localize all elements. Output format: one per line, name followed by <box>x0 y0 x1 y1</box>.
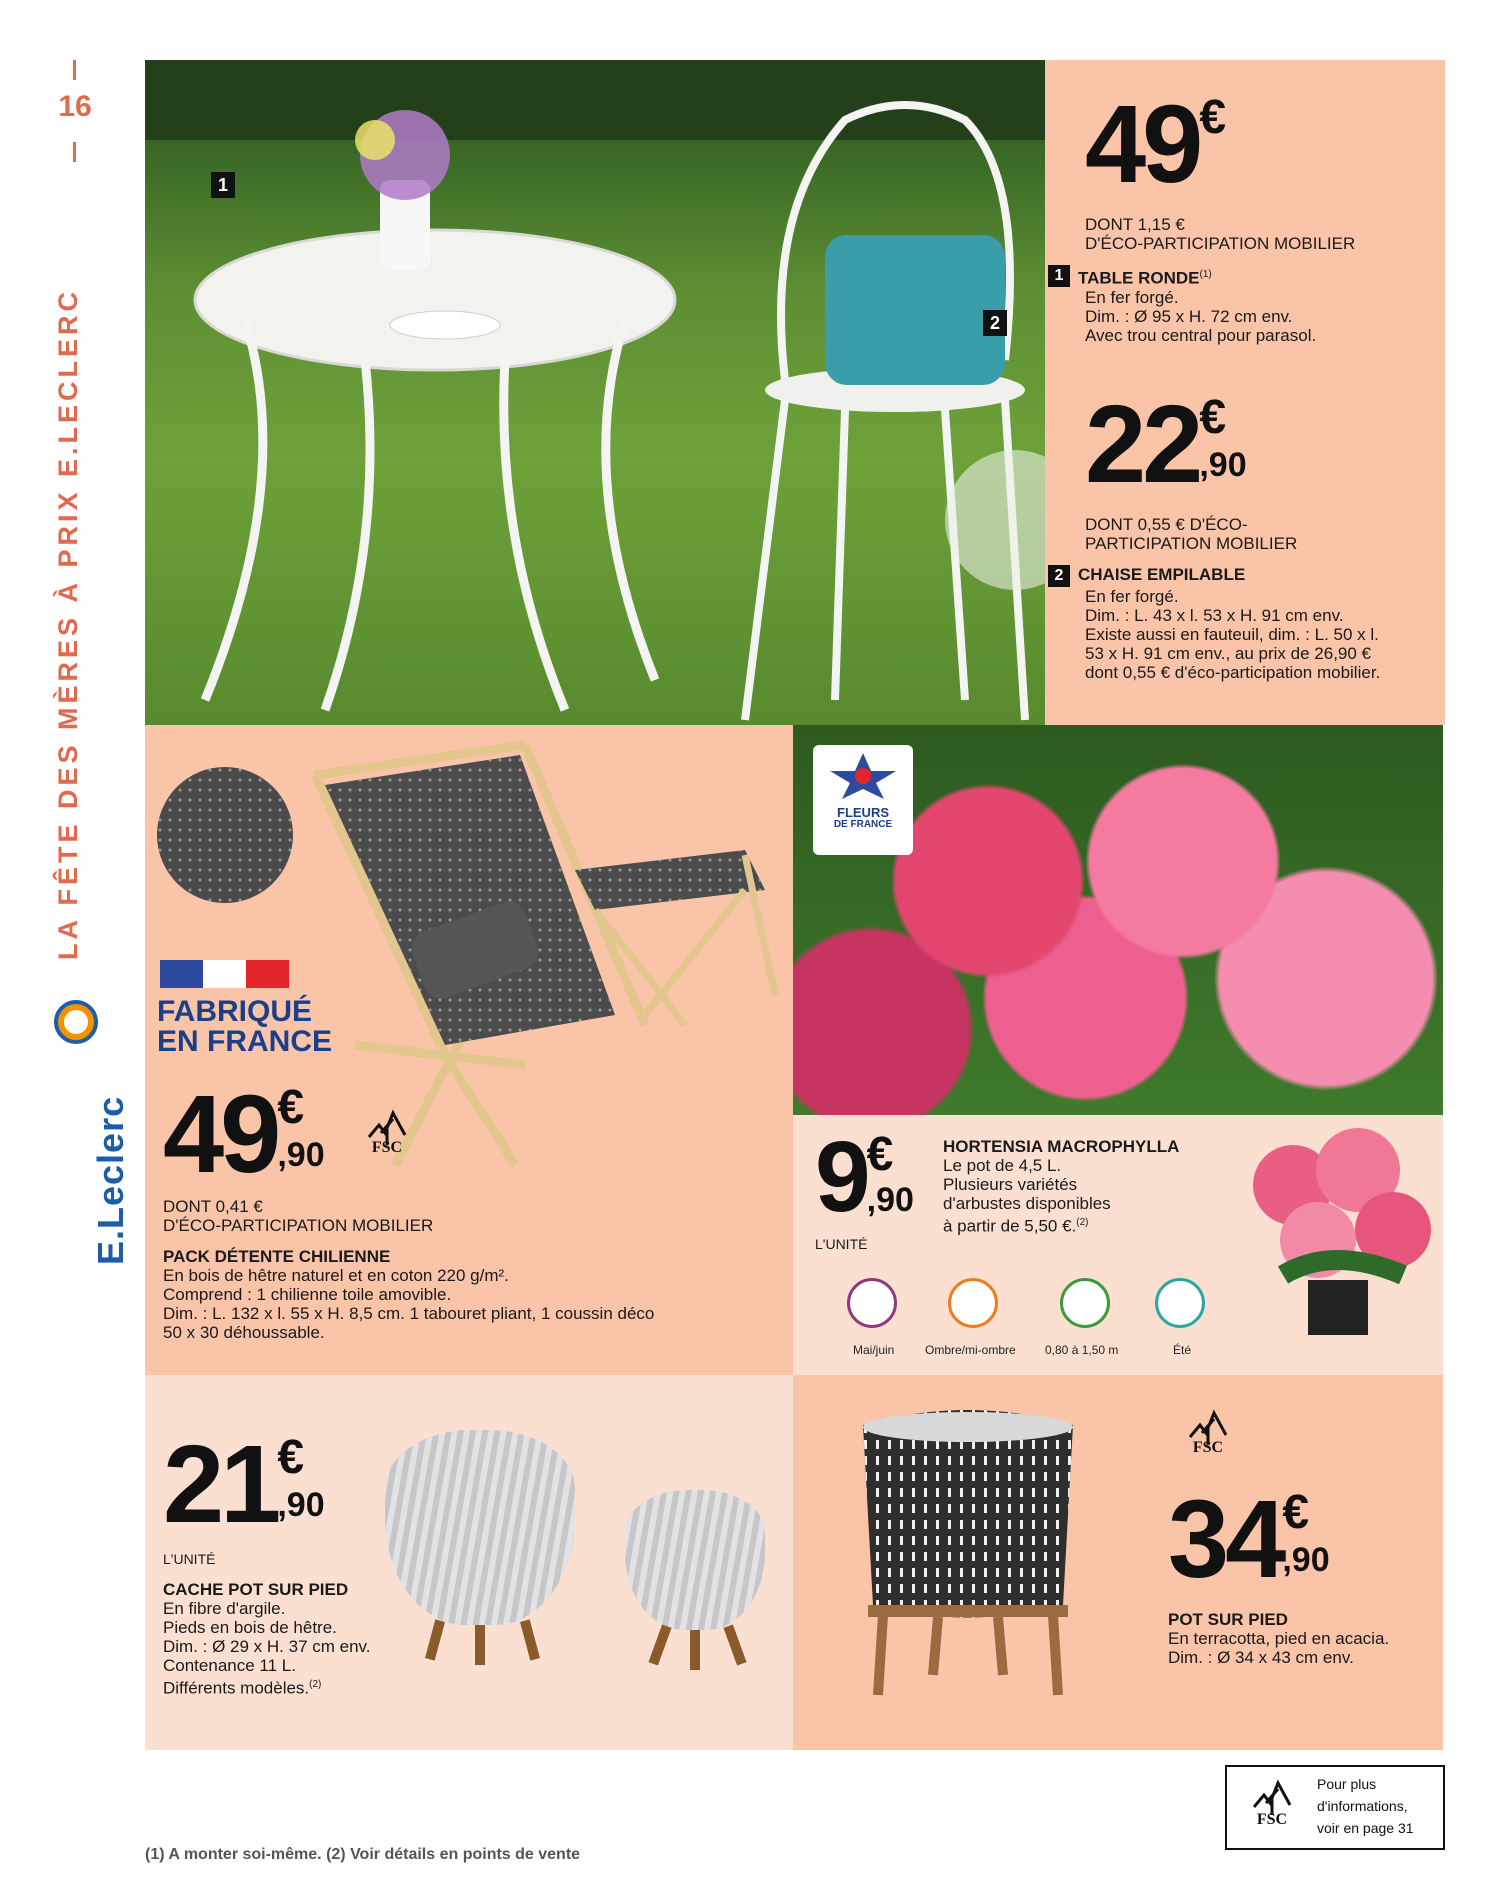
price-unit: L'UNITÉ <box>815 1236 868 1252</box>
table-eco <box>1085 215 1355 253</box>
chair-desc <box>1045 565 1440 682</box>
desc-line: En fer forgé. <box>1085 287 1179 307</box>
leclerc-logo-icon <box>54 1000 98 1044</box>
product-title: PACK DÉTENTE CHILIENNE <box>163 1247 391 1266</box>
care-label: Mai/juin <box>853 1343 895 1357</box>
price-currency: € <box>277 1081 305 1134</box>
price-currency: € <box>866 1128 894 1181</box>
cachepot-price <box>163 1423 325 1546</box>
desc-line: Existe aussi en fauteuil, dim. : L. 50 x l. <box>1085 625 1379 644</box>
plant-height-icon <box>1060 1278 1110 1328</box>
pot-leg <box>648 1624 671 1665</box>
made-in-france <box>157 997 332 1057</box>
price-cents: ,90 <box>277 1486 325 1524</box>
product-title: CHAISE EMPILABLE <box>1078 565 1246 584</box>
product-badge-2: 2 <box>983 310 1007 336</box>
desc-line: d'arbustes disponibles <box>943 1194 1111 1213</box>
price-integer: 22 <box>1085 383 1200 506</box>
desc-line: Dim. : Ø 29 x H. 37 cm env. <box>163 1637 371 1656</box>
info-line: d'informations, <box>1317 1798 1408 1814</box>
chair-price <box>1085 383 1247 506</box>
desc-line: Avec trou central pour parasol. <box>1085 325 1317 345</box>
fsc-label: FSC <box>1192 1439 1224 1456</box>
sun-shade-icon <box>948 1278 998 1328</box>
leclerc-logo-text: E.Leclerc <box>90 1095 131 1265</box>
fleurs-de-france-label <box>813 745 913 855</box>
eco-line: DONT 0,41 € <box>163 1197 263 1216</box>
pot-leg <box>425 1619 445 1660</box>
hortensia-pot-illustration <box>1223 1115 1443 1345</box>
potpied-illustration <box>848 1405 1088 1705</box>
product-title: HORTENSIA MACROPHYLLA <box>943 1137 1180 1156</box>
hortensia-price <box>815 1121 914 1233</box>
potpied-desc <box>1168 1610 1428 1667</box>
product-title: CACHE POT SUR PIED <box>163 1580 349 1599</box>
made-in-line: FABRIQUÉ <box>157 995 313 1028</box>
price-cents: ,90 <box>866 1181 914 1219</box>
desc-line: Le pot de 4,5 L. <box>943 1156 1062 1175</box>
desc-line: Dim. : Ø 95 x H. 72 cm env. <box>1085 306 1293 326</box>
footnote-ref: (1) <box>1199 269 1212 280</box>
price-integer: 49 <box>163 1073 278 1196</box>
eco-line: D'ÉCO-PARTICIPATION MOBILIER <box>1085 234 1356 253</box>
desc-line: dont 0,55 € d'éco-participation mobilier. <box>1085 663 1381 682</box>
table-price <box>1085 83 1227 206</box>
price-cents: ,90 <box>1282 1541 1330 1579</box>
divider <box>73 60 76 80</box>
fsc-info-box <box>1225 1765 1445 1850</box>
chilienne-desc <box>163 1247 783 1342</box>
product-badge-1: 1 <box>1048 265 1070 287</box>
price-integer: 34 <box>1168 1478 1283 1601</box>
eco-line: DONT 0,55 € D'ÉCO- <box>1085 515 1248 534</box>
pot-leg <box>723 1624 746 1665</box>
fsc-info-text <box>1317 1773 1414 1839</box>
chilienne-panel <box>145 725 793 1375</box>
pot-leg <box>475 1625 485 1665</box>
furniture-illustration <box>145 60 1045 725</box>
price-integer: 9 <box>815 1121 867 1233</box>
price-integer: 49 <box>1085 83 1200 206</box>
desc-line: Contenance 11 L. <box>163 1656 296 1675</box>
table-desc <box>1045 265 1435 345</box>
page-number: 16 <box>58 90 92 123</box>
pot-leg <box>520 1619 540 1660</box>
hydrangea-photo <box>793 725 1443 1115</box>
eco-line: DONT 1,15 € <box>1085 215 1185 234</box>
cachepot-small <box>625 1490 765 1630</box>
divider <box>73 142 76 162</box>
calendar-icon <box>847 1278 897 1328</box>
desc-line: Pieds en bois de hêtre. <box>163 1618 337 1637</box>
care-label: Été <box>1173 1343 1192 1357</box>
fsc-logo <box>1237 1775 1307 1829</box>
info-line: Pour plus <box>1317 1776 1377 1792</box>
cachepot-desc <box>163 1580 423 1698</box>
hortensia-desc <box>943 1137 1203 1236</box>
desc-line: En fer forgé. <box>1085 587 1179 606</box>
footnote-ref: (2) <box>309 1679 322 1690</box>
eco-line: D'ÉCO-PARTICIPATION MOBILIER <box>163 1216 434 1235</box>
price-integer: 21 <box>163 1423 278 1546</box>
potpied-price <box>1168 1478 1330 1601</box>
desc-line: Plusieurs variétés <box>943 1175 1078 1194</box>
label-line: DE FRANCE <box>833 819 893 830</box>
desc-line: à partir de 5,50 €. <box>943 1216 1077 1236</box>
cachepot-large <box>385 1430 575 1625</box>
care-label: Ombre/mi-ombre <box>925 1343 1016 1357</box>
product-title: POT SUR PIED <box>1168 1610 1288 1629</box>
desc-line: En bois de hêtre naturel et en coton 220 g/m². <box>163 1266 509 1285</box>
product-badge-2: 2 <box>1048 565 1070 587</box>
fsc-label: FSC <box>371 1139 403 1156</box>
desc-line: 50 x 30 déhoussable. <box>163 1323 325 1342</box>
price-currency: € <box>277 1431 305 1484</box>
footnote: (1) A monter soi-même. (2) Voir détails en points de vente <box>145 1846 581 1863</box>
desc-line: 53 x H. 91 cm env., au prix de 26,90 € <box>1085 644 1372 663</box>
table-chair-panel <box>1045 60 1445 725</box>
chilienne-eco <box>163 1197 433 1235</box>
hortensia-panel <box>793 1115 1443 1375</box>
pot-leg <box>690 1630 700 1670</box>
desc-line: En terracotta, pied en acacia. <box>1168 1629 1390 1648</box>
desc-line: Comprend : 1 chilienne toile amovible. <box>163 1285 452 1304</box>
care-label: 0,80 à 1,50 m <box>1045 1343 1119 1357</box>
side-banner <box>40 60 131 1265</box>
desc-line: En fibre d'argile. <box>163 1599 286 1618</box>
price-currency: € <box>1199 391 1227 444</box>
info-line: voir en page 31 <box>1317 1820 1414 1836</box>
made-in-line: EN FRANCE <box>157 1025 333 1058</box>
flower-star-icon <box>828 751 898 801</box>
eco-line: PARTICIPATION MOBILIER <box>1085 534 1298 553</box>
potpied-panel <box>793 1375 1443 1750</box>
garden-furniture-photo <box>145 60 1045 725</box>
desc-line: Dim. : Ø 34 x 43 cm env. <box>1168 1648 1354 1667</box>
season-flower-icon <box>1155 1278 1205 1328</box>
fsc-logo <box>357 1105 417 1157</box>
banner-title: LA FÊTE DES MÈRES À PRIX E.LECLERC <box>53 287 83 960</box>
chair-eco <box>1085 515 1297 553</box>
fsc-logo <box>1178 1405 1238 1457</box>
footnote-ref: (2) <box>1076 1217 1089 1228</box>
price-cents: ,90 <box>1199 446 1247 484</box>
price-unit: L'UNITÉ <box>163 1551 216 1567</box>
product-title: TABLE RONDE <box>1078 268 1200 288</box>
leclerc-logo <box>40 960 131 1265</box>
cachepot-panel <box>145 1375 793 1750</box>
desc-line: Différents modèles. <box>163 1678 310 1698</box>
fsc-label: FSC <box>1256 1811 1288 1828</box>
france-flag <box>160 960 290 988</box>
desc-line: Dim. : L. 43 x l. 53 x H. 91 cm env. <box>1085 606 1344 625</box>
price-currency: € <box>1282 1486 1310 1539</box>
desc-line: Dim. : L. 132 x l. 55 x H. 8,5 cm. 1 tabouret pliant, 1 coussin déco <box>163 1304 655 1323</box>
chilienne-price <box>163 1073 325 1196</box>
price-cents: ,90 <box>277 1136 325 1174</box>
product-badge-1: 1 <box>211 172 235 198</box>
label-line: FLEURS <box>837 805 889 820</box>
price-currency: € <box>1199 91 1227 144</box>
